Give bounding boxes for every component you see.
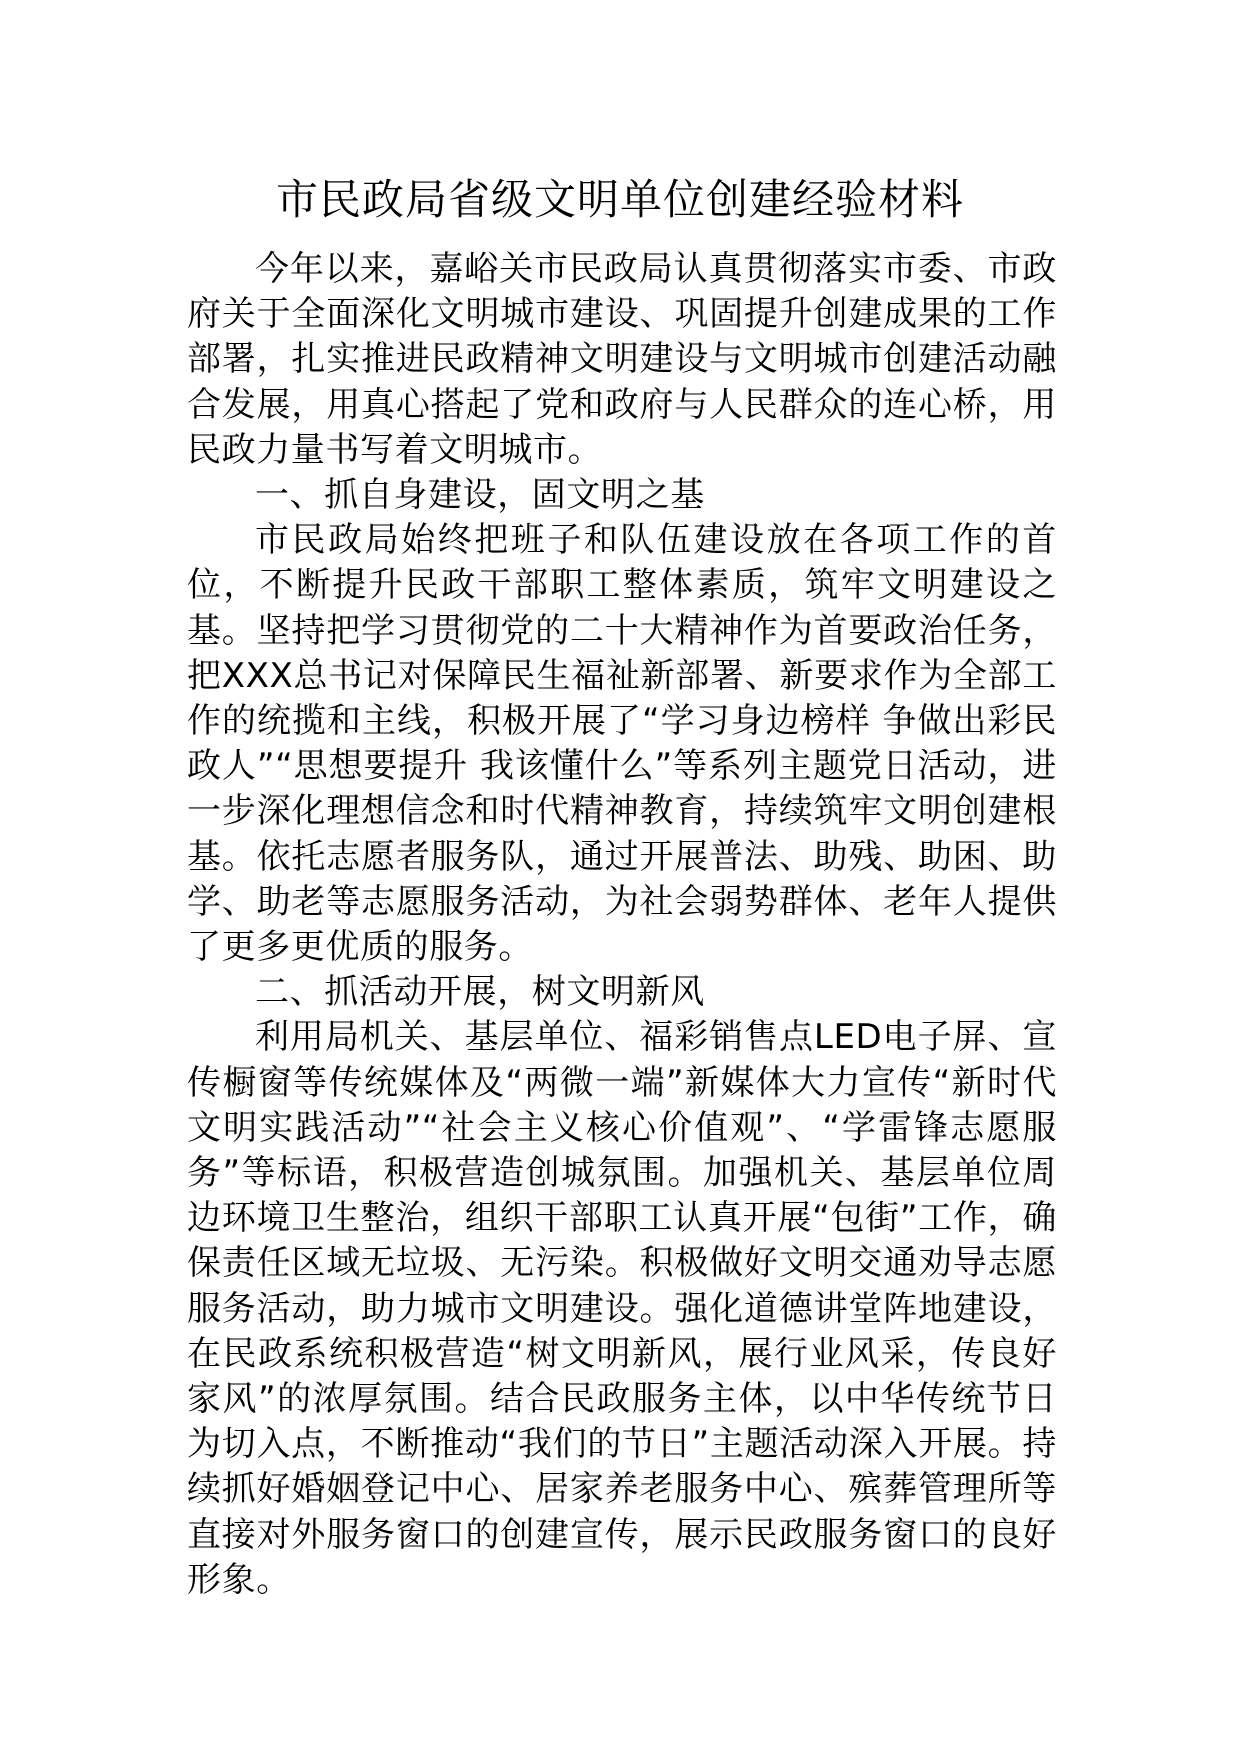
- section-1-heading: 一、抓自身建设，固文明之基: [255, 475, 705, 516]
- section-2-paragraph: 利用局机关、基层单位、福彩销售点LED电子屏、宣传橱窗等传统媒体及“两微一端”新媒体大力宣传“新时代文明实践活动”“社会主义核心价值观”、“学雷锋志愿服务”等标语，积极营造创城氛围。加强机关、基层单位周边环境卫生整治，组织干部职工认真开展“包街”工作，确保责任区域无垃圾、无污染。积极做好文明交通劝导志愿服务活动，助力城市文明建设。强化道德讲堂阵地建设，在民政系统积极营造“树文明新风，展行业风采，传良好家风”的浓厚氛围。结合民政服务主体，以中华传统节日为切入点，不断推动“我们的节日”主题活动深入开展。持续抓好婚姻登记中心、居家养老服务中心、殡葬管理所等直接对外服务窗口的创建宣传，展示民政服务窗口的良好形象。: [187, 1017, 1057, 1600]
- section-2-heading: 二、抓活动开展，树文明新风: [255, 972, 705, 1013]
- document-body: [187, 247, 1057, 1603]
- document-title: 市民政局省级文明单位创建经验材料: [275, 175, 964, 224]
- intro-paragraph: 今年以来，嘉峪关市民政局认真贯彻落实市委、市政府关于全面深化文明城市建设、巩固提升创建成果的工作部署，扎实推进民政精神文明建设与文明城市创建活动融合发展，用真心搭起了党和政府与人民群众的连心桥，用民政力量书写着文明城市。: [187, 249, 1057, 470]
- section-1-paragraph: 市民政局始终把班子和队伍建设放在各项工作的首位，不断提升民政干部职工整体素质，筑牢文明建设之基。坚持把学习贯彻党的二十大精神作为首要政治任务，把XXX总书记对保障民生福祉新部署、新要求作为全部工作的统揽和主线，积极开展了“学习身边榜样 争做出彩民政人”“思想要提升 我该懂什么”等系列主题党日活动，进一步深化理想信念和时代精神教育，持续筑牢文明创建根基。依托志愿者服务队，通过开展普法、助残、助困、助学、助老等志愿服务活动，为社会弱势群体、老年人提供了更多更优质的服务。: [187, 520, 1057, 968]
